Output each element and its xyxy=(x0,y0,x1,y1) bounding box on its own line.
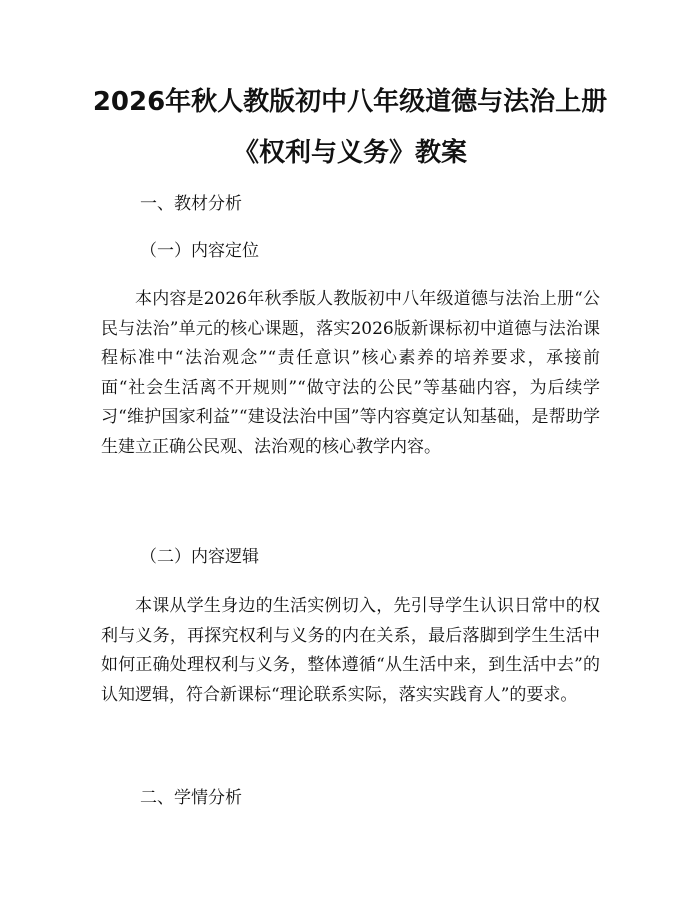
paragraph-content-logic: 本课从学生身边的生活实例切入，先引导学生认识日常中的权利与义务，再探究权利与义务的内在关系，最后落脚到学生生活中如何正确处理权利与义务，整体遵循“从生活中来，到生活中去”的认知逻辑，符合新课标“理论联系实际，落实实践育人”的要求。 xyxy=(101,596,600,705)
document-title-line-1: 2026年秋人教版初中八年级道德与法治上册 xyxy=(92,87,608,117)
section-heading-student-analysis: 二、学情分析 xyxy=(140,788,242,808)
subsection-heading-content-logic: （二）内容逻辑 xyxy=(140,547,259,567)
paragraph-content-positioning: 本内容是2026年秋季版人教版初中八年级道德与法治上册“公民与法治”单元的核心课题，落实2026版新课标初中道德与法治课程标准中“法治观念”“责任意识”核心素养的培养要求，承接前面“社会生活离不开规则”“做守法的公民”等基础内容，为后续学习“维护国家利益”“建设法治中国”等内容奠定认知基础，是帮助学生建立正确公民观、法治观的核心教学内容。 xyxy=(101,289,600,457)
section-heading-textbook-analysis: 一、教材分析 xyxy=(140,194,242,214)
document-title-line-2: 《权利与义务》教案 xyxy=(232,138,467,168)
subsection-heading-content-positioning: （一）内容定位 xyxy=(140,241,259,261)
